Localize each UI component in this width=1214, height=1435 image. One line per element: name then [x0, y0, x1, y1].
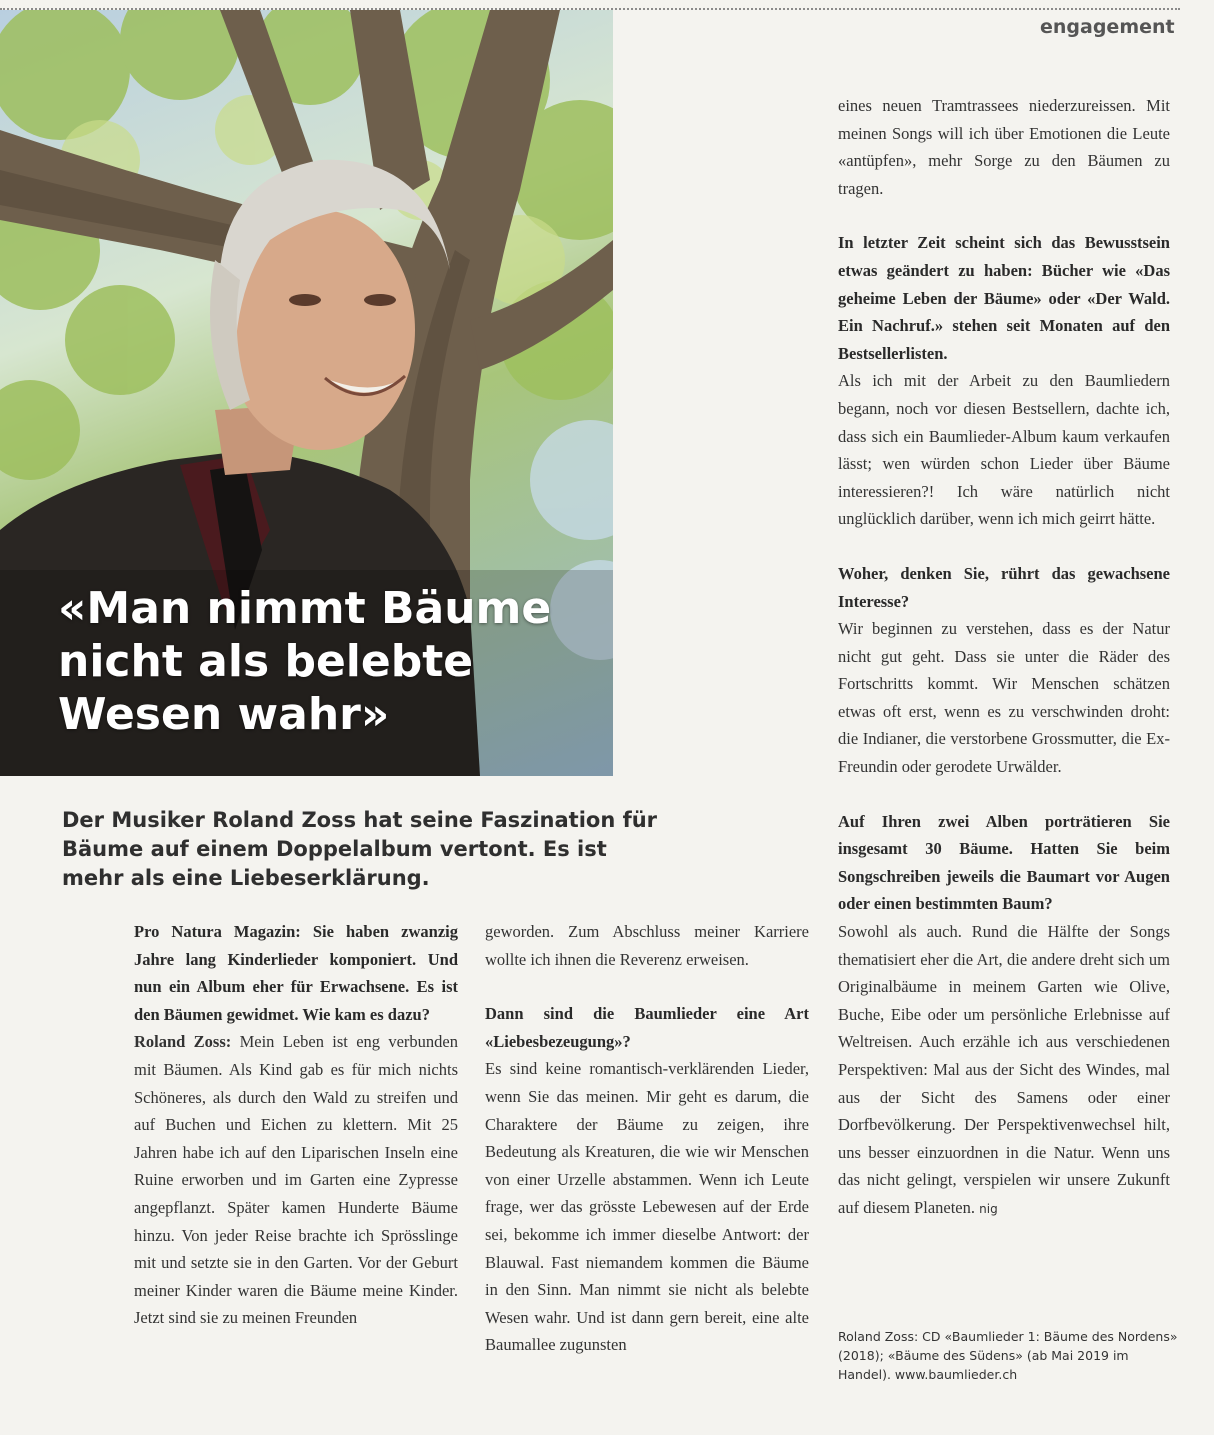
article-column-2: [485, 918, 809, 1359]
answer-1-text: Mein Leben ist eng verbunden mit Bäumen. Als Kind gab es für mich nichts Schöneres, als durch den Wald zu streifen und auf Buchen und Eichen zu klettern. Mit 25 Jahren habe ich auf den Liparischen Inseln eine Ruine erworben und im Garten eine Zypresse angepflanzt. Später kamen Hunderte Bäume hinzu. Von jeder Reise brachte ich Sprösslinge mit und setzte sie in den Garten. Vor der Geburt meiner Kinder waren die Bäume meine Kinder. Jetzt sind sie zu meinen Freunden: [134, 1032, 459, 1328]
answer-4: Wir beginnen zu verstehen, dass es der Natur nicht gut geht. Dass sie unter die Räder des Fortschritts kommt. Wir Menschen schätzen etwas oft erst, wenn es zu verschwinden droht: die Indianer, die verstorbene Grossmutter, die Ex-Freundin oder gerodete Urwälder.: [838, 619, 1170, 777]
portrait-photo: [0, 10, 613, 776]
author-signature: nig: [979, 1201, 998, 1216]
answer-5-text: Sowohl als auch. Rund die Hälfte der Songs thematisiert eher die Art, die andere dreht sich um Originalbäume in meinem Garten wie Olive, Buche, Eibe oder um persönliche Erlebnisse auf Weltreisen. Auch erzähle ich aus verschiedenen Perspektiven: Mal aus der Sicht des Windes, mal aus der Sicht des Samens oder einer Dorfbevölkerung. Der Perspektivenwechsel hilt, uns besser einzuordnen in die Natur. Wenn uns das nicht gelingt, verspielen wir unsere Zukunft auf diesem Planeten.: [838, 922, 1170, 1217]
article-column-3: [838, 92, 1170, 1224]
answer-1-continued: geworden. Zum Abschluss meiner Karriere wollte ich ihnen die Reverenz erweisen.: [485, 922, 809, 969]
section-label: engagement: [1040, 16, 1175, 38]
answer-2-continued: eines neuen Tramtrassees niederzureissen. Mit meinen Songs will ich über Emotionen die Leute «antüpfen», mehr Sorge zu den Bäumen zu tragen.: [838, 96, 1170, 198]
answer-3: Als ich mit der Arbeit zu den Baumliedern begann, noch vor diesen Bestsellern, dachte ich, dass sich ein Baumlieder-Album kaum verkaufen lässt; wen würden schon Lieder über Bäume interessieren?! Ich wäre natürlich nicht unglücklich darüber, wenn ich mich geirrt hätte.: [838, 371, 1170, 529]
question-5: Auf Ihren zwei Alben porträtieren Sie insgesamt 30 Bäume. Hatten Sie beim Songschreiben jeweils die Baumart vor Augen oder einen bestimmten Baum?: [838, 811, 1170, 914]
answer-1: [134, 1028, 458, 1332]
article-column-1: [134, 918, 458, 1332]
answer-2: Es sind keine romantisch-verklärenden Lieder, wenn Sie das meinen. Mir geht es darum, die Charaktere der Bäume zu zeigen, ihre Bedeutung als Kreaturen, die wie wir Menschen von einer Urzelle abstammen. Wenn ich Leute frage, wer das grösste Lebewesen auf der Erde sei, bekomme ich immer dieselbe Antwort: der Blauwal. Fast niemandem kommen die Bäume in den Sinn. Man nimmt sie nicht als belebte Wesen wahr. Und ist dann gern bereit, eine alte Baumallee zugunsten: [485, 1059, 809, 1355]
headline: «Man nimmt Bäume nicht als belebte Wesen wahr»: [58, 583, 552, 740]
lead-paragraph: Der Musiker Roland Zoss hat seine Faszination für Bäume auf einem Doppelalbum vertont. Es ist mehr als eine Liebeserklärung.: [62, 808, 658, 890]
answer-5: [838, 918, 1170, 1224]
question-4: Woher, denken Sie, rührt das gewachsene Interesse?: [838, 563, 1170, 611]
question-3: In letzter Zeit scheint sich das Bewusstsein etwas geändert zu haben: Bücher wie «Das geheime Leben der Bäume» oder «Der Wald. Ein Nachruf.» stehen seit Monaten auf den Bestsellerlisten.: [838, 233, 1170, 363]
answer-1-speaker: Roland Zoss:: [134, 1032, 232, 1052]
question-1: Pro Natura Magazin: Sie haben zwanzig Jahre lang Kinderlieder komponiert. Und nun ein Album eher für Erwachsene. Es ist den Bäumen gewidmet. Wie kam es dazu?: [134, 922, 458, 1024]
question-2: Dann sind die Baumlieder eine Art «Liebesbezeugung»?: [485, 1004, 809, 1051]
album-credit: Roland Zoss: CD «Baumlieder 1: Bäume des Nordens» (2018); «Bäume des Südens» (ab Mai 2019 im Handel). www.baumlieder.ch: [838, 1329, 1178, 1382]
